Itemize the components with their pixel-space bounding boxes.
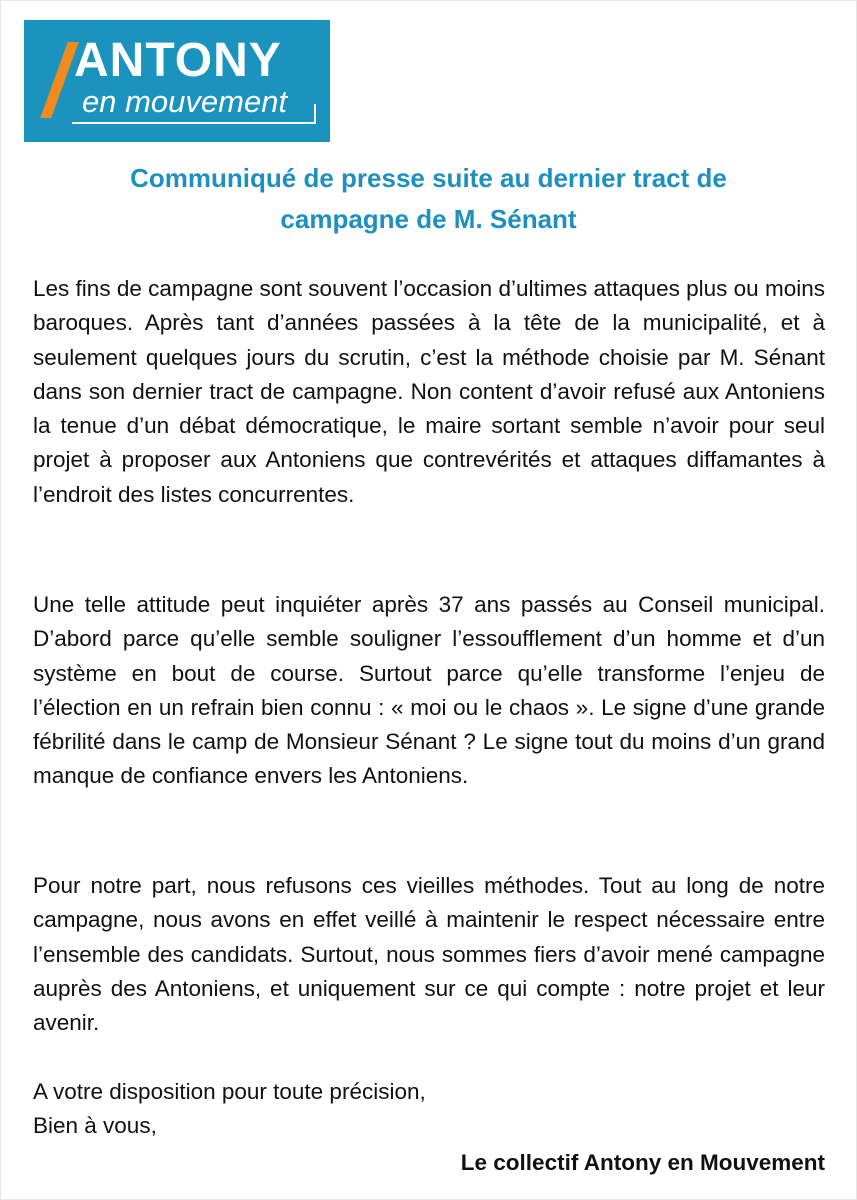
logo-title: ANTONY — [74, 34, 282, 87]
closing-line-2: Bien à vous, — [33, 1113, 157, 1139]
heading-line-1: Communiqué de presse suite au dernier tract de — [130, 163, 727, 193]
closing-line-1: A votre disposition pour toute précision, — [33, 1079, 426, 1104]
signature: Le collectif Antony en Mouvement — [460, 1150, 825, 1175]
logo-tick — [314, 104, 316, 124]
press-release-heading — [60, 158, 797, 240]
antony-en-mouvement-logo — [24, 20, 330, 142]
paragraph-2: Une telle attitude peut inquiéter après 37 ans passés au Conseil municipal. D’abord parce qu’elle semble souligner l’essoufflement d’un homme et d’un système en bout de course. Surtout parce qu’elle transforme l’enjeu de l’élection en un refrain bien connu : « moi ou le chaos ». Le signe d’une grande fébrilité dans le camp de Monsieur Sénant ? Le signe tout du moins d’un grand manque de confiance envers les Antoniens. — [33, 592, 825, 789]
paragraph-3: Pour notre part, nous refusons ces vieilles méthodes. Tout au long de notre campagne, nous avons en effet veillé à maintenir le respect nécessaire entre l’ensemble des candidats. Surtout, nous sommes fiers d’avoir mené campagne auprès des Antoniens, et uniquement sur ce qui compte : notre projet et leur avenir. — [33, 873, 825, 1036]
logo-underline — [72, 122, 316, 124]
paragraph-1: Les fins de campagne sont souvent l’occasion d’ultimes attaques plus ou moins baroques. Après tant d’années passées à la tête de la municipalité, et à seulement quelques jours du scrutin, c’est la méthode choisie par M. Sénant dans son dernier tract de campagne. Non content d’avoir refusé aux Antoniens la tenue d’un débat démocratique, le maire sortant semble n’avoir pour seul projet à proposer aux Antoniens que contrevérités et attaques diffamantes à l’endroit des listes concurrentes. — [33, 276, 825, 507]
logo-subtitle: en mouvement — [82, 84, 288, 119]
heading-line-2: campagne de M. Sénant — [280, 204, 577, 234]
closing-block — [33, 1075, 825, 1144]
